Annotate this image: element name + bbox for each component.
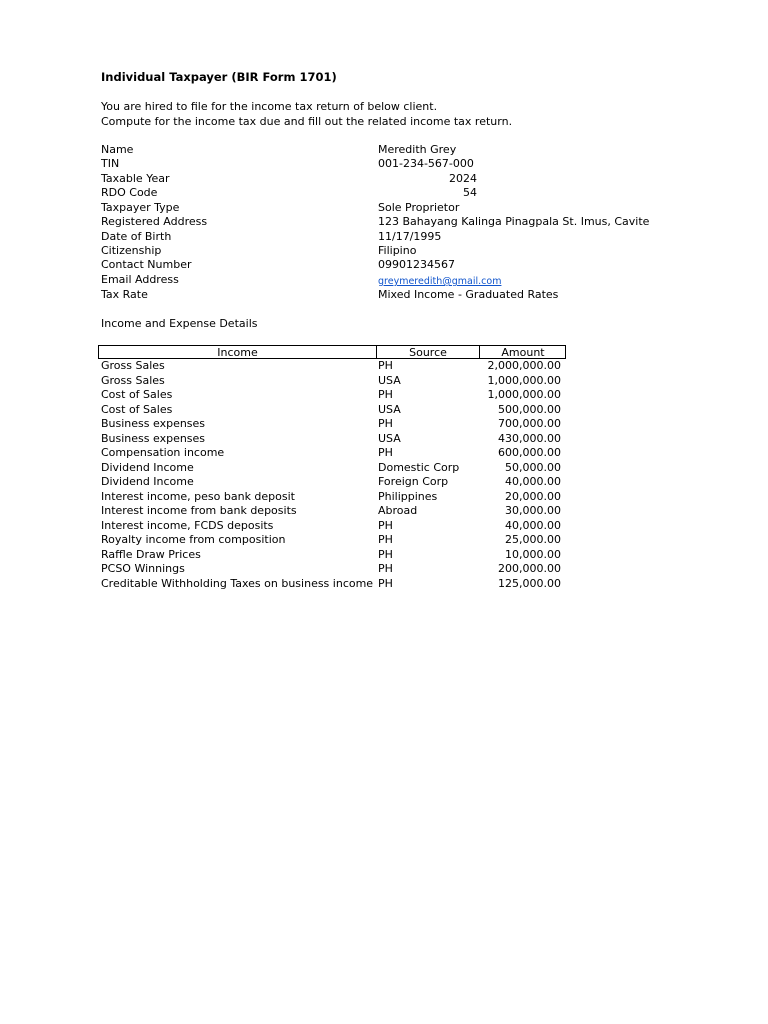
income-cell: Interest income from bank deposits — [101, 504, 297, 517]
taxable-year-value: 2024 — [449, 172, 477, 185]
name-label: Name — [101, 143, 134, 156]
amount-cell: 10,000.00 — [505, 547, 561, 561]
amount-cell: 1,000,000.00 — [487, 388, 561, 401]
amount-cell: 50,000.00 — [505, 460, 561, 474]
page-title: Individual Taxpayer (BIR Form 1701) — [101, 70, 337, 84]
table-row — [0, 359, 768, 374]
table-row — [0, 475, 768, 490]
source-cell: PH — [378, 562, 393, 575]
amount-cell: 1,000,000.00 — [487, 373, 561, 387]
taxable-year-label: Taxable Year — [101, 172, 170, 185]
email-link[interactable]: greymeredith@gmail.com — [378, 276, 502, 287]
amount-cell: 500,000.00 — [498, 402, 561, 416]
name-value: Meredith Grey — [378, 143, 457, 156]
source-cell: Philippines — [378, 489, 438, 503]
source-cell: PH — [378, 533, 393, 546]
source-cell: PH — [378, 518, 393, 532]
table-row — [0, 519, 768, 534]
citizenship-value: Filipino — [378, 244, 417, 257]
citizenship-label: Citizenship — [101, 244, 162, 257]
rdo-code-label: RDO Code — [101, 186, 158, 199]
contact-number-value: 09901234567 — [378, 258, 455, 271]
amount-cell: 430,000.00 — [498, 431, 561, 445]
table-row — [0, 374, 768, 389]
income-cell: Dividend Income — [101, 475, 194, 488]
income-table-header — [98, 345, 566, 359]
table-row — [0, 446, 768, 461]
amount-cell: 700,000.00 — [498, 417, 561, 430]
table-row — [0, 577, 768, 592]
amount-cell: 40,000.00 — [505, 475, 561, 488]
income-cell: Business expenses — [101, 417, 206, 430]
amount-cell: 30,000.00 — [505, 504, 561, 517]
source-cell: Abroad — [378, 504, 418, 517]
amount-cell: 200,000.00 — [498, 562, 561, 575]
income-cell: Dividend Income — [101, 460, 194, 474]
source-cell: Foreign Corp — [378, 475, 449, 488]
source-cell: PH — [378, 388, 393, 401]
tin-value: 001-234-567-000 — [378, 157, 474, 170]
table-row — [0, 533, 768, 548]
table-row — [0, 417, 768, 432]
rdo-code-value: 54 — [463, 186, 477, 199]
source-cell: USA — [378, 402, 401, 416]
table-row — [0, 403, 768, 418]
source-cell: PH — [378, 547, 393, 561]
email-address-value — [378, 274, 501, 287]
income-table-body — [0, 359, 768, 591]
income-cell: Business expenses — [101, 431, 206, 445]
table-row — [0, 388, 768, 403]
income-cell: Cost of Sales — [101, 402, 173, 416]
taxpayer-type-value: Sole Proprietor — [378, 201, 460, 214]
source-column-header: Source — [377, 346, 480, 358]
taxpayer-type-label: Taxpayer Type — [101, 201, 180, 214]
date-of-birth-label: Date of Birth — [101, 230, 172, 243]
table-row — [0, 490, 768, 505]
amount-column-header: Amount — [501, 346, 545, 359]
table-row — [0, 432, 768, 447]
income-cell: Royalty income from composition — [101, 533, 286, 546]
email-address-label: Email Address — [101, 273, 179, 286]
amount-cell: 40,000.00 — [505, 518, 561, 532]
source-cell: PH — [378, 417, 393, 430]
source-cell: PH — [378, 446, 393, 459]
amount-cell: 20,000.00 — [505, 489, 561, 503]
source-cell: PH — [378, 576, 393, 590]
source-cell: USA — [378, 373, 401, 387]
amount-cell: 2,000,000.00 — [487, 359, 561, 372]
income-cell: Compensation income — [101, 446, 225, 459]
income-cell: Gross Sales — [101, 373, 165, 387]
instruction-line-2: Compute for the income tax due and fill out the related income tax return. — [101, 115, 513, 128]
income-cell: Gross Sales — [101, 359, 165, 372]
income-cell: Interest income, peso bank deposit — [101, 489, 295, 503]
income-cell: Raffle Draw Prices — [101, 547, 201, 561]
amount-cell: 125,000.00 — [498, 576, 561, 590]
income-column-header: Income — [99, 346, 377, 358]
income-cell: Interest income, FCDS deposits — [101, 518, 274, 532]
amount-cell: 25,000.00 — [505, 533, 561, 546]
registered-address-value: 123 Bahayang Kalinga Pinagpala St. Imus, Cavite — [378, 215, 650, 228]
table-row — [0, 562, 768, 577]
table-row — [0, 548, 768, 563]
income-cell: PCSO Winnings — [101, 562, 185, 575]
amount-cell: 600,000.00 — [498, 446, 561, 459]
registered-address-label: Registered Address — [101, 215, 208, 228]
tin-label: TIN — [101, 157, 120, 170]
source-cell: Domestic Corp — [378, 460, 460, 474]
source-cell: USA — [378, 431, 401, 445]
source-cell: PH — [378, 359, 393, 372]
table-row — [0, 504, 768, 519]
tax-rate-label: Tax Rate — [101, 288, 148, 301]
tax-rate-value: Mixed Income - Graduated Rates — [378, 288, 559, 301]
date-of-birth-value: 11/17/1995 — [378, 230, 442, 243]
instruction-line-1: You are hired to file for the income tax return of below client. — [101, 100, 438, 113]
contact-number-label: Contact Number — [101, 258, 192, 271]
income-section-title: Income and Expense Details — [101, 317, 258, 330]
table-row — [0, 461, 768, 476]
income-cell: Cost of Sales — [101, 388, 173, 401]
income-cell: Creditable Withholding Taxes on business income — [101, 576, 374, 590]
